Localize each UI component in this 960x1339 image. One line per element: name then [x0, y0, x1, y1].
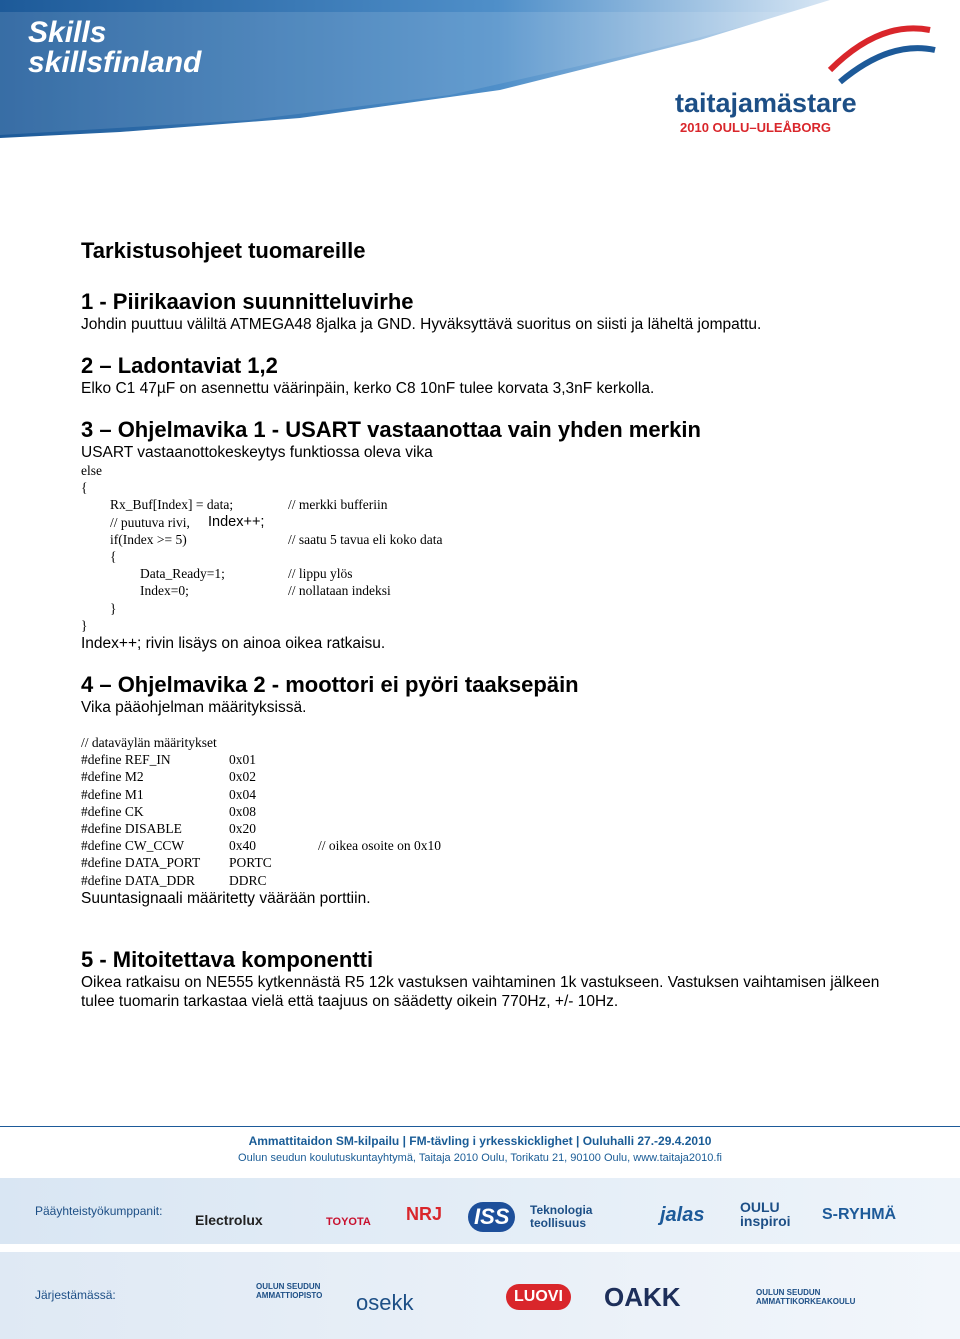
- define-name: #define M1: [81, 786, 144, 802]
- code-line: [81, 582, 901, 599]
- nrj-logo: NRJ: [406, 1204, 443, 1224]
- define-name: #define DATA_PORT: [81, 855, 201, 871]
- electrolux-logo: Electrolux: [195, 1212, 263, 1228]
- define-row: [81, 751, 901, 768]
- section-2-text: Elko C1 47µF on asennettu väärinpäin, kerko C8 10nF tulee korvata 3,3nF kerkolla.: [81, 380, 655, 397]
- code-comment: // lippu ylös: [288, 566, 353, 582]
- define-name: #define M2: [81, 769, 144, 785]
- code-comment: // dataväylän määritykset: [81, 735, 217, 751]
- define-value: 0x04: [229, 786, 256, 802]
- section-3-heading: 3 – Ohjelmavika 1 - USART vastaanottaa vain yhden merkin: [81, 417, 701, 442]
- define-name: #define REF_IN: [81, 752, 171, 768]
- define-row: [81, 803, 901, 820]
- code-line: }: [110, 600, 117, 616]
- skills-logo: Skills skillsfinland: [28, 16, 202, 79]
- define-value: 0x20: [229, 821, 256, 837]
- define-row: [81, 854, 901, 871]
- section-4-outro: Suuntasignaali määritetty väärään porttiin.: [81, 889, 371, 907]
- code-stmt: Data_Ready=1;: [140, 566, 225, 582]
- define-value: 0x02: [229, 769, 256, 785]
- define-row: [81, 768, 901, 785]
- code-comment: // saatu 5 tavua eli koko data: [288, 531, 443, 547]
- code-comment: // nollataan indeksi: [288, 583, 391, 599]
- organizers-label: Järjestämässä:: [35, 1288, 116, 1302]
- s-ryhma-logo: S-RYHMÄ: [822, 1206, 897, 1223]
- partners-label: Pääyhteistyökumppanit:: [35, 1204, 163, 1218]
- section-1-text: Johdin puuttuu väliltä ATMEGA48 8jalka ja GND. Hyväksyttävä suoritus on siisti ja läheltä jompattu.: [81, 316, 762, 333]
- osekk-logo: osekk: [356, 1290, 414, 1315]
- define-value: 0x08: [229, 803, 256, 819]
- iss-logo: ISS: [468, 1202, 515, 1232]
- section-5-heading: 5 - Mitoitettava komponentti: [81, 946, 374, 972]
- footer-event-line: Ammattitaidon SM-kilpailu | FM-tävling i yrkesskicklighet | Ouluhalli 27.-29.4.2010: [248, 1134, 712, 1148]
- code-stmt: if(Index >= 5): [110, 531, 187, 547]
- taitaja-swoosh-icon: [820, 20, 940, 90]
- code-line: {: [81, 480, 88, 496]
- page-title: Tarkistusohjeet tuomareille: [81, 238, 366, 263]
- define-row: [81, 837, 901, 854]
- footer-address-line: Oulun seudun koulutuskuntayhtymä, Taitaja 2010 Oulu, Torikatu 21, 90100 Oulu, www.taitaja2010.fi: [238, 1152, 722, 1164]
- code-line: {: [110, 549, 117, 565]
- taitajamastare-logo-sub: 2010 OULU–ULEÅBORG: [680, 120, 831, 135]
- code-comment: // merkki bufferiin: [288, 497, 388, 513]
- section-3-intro: USART vastaanottokeskeytys funktiossa oleva vika: [81, 444, 433, 461]
- define-name: #define CW_CCW: [81, 838, 185, 854]
- code-stmt: Rx_Buf[Index] = data;: [110, 497, 234, 513]
- code-stmt-missing: Index++;: [208, 513, 265, 530]
- code-line: [81, 514, 901, 531]
- jalas-logo: jalas: [660, 1204, 705, 1226]
- code-line: [81, 565, 901, 582]
- osao-logo: OULUN SEUDUN AMMATTIOPISTO: [256, 1282, 323, 1300]
- code-block-usart: [81, 462, 901, 634]
- oulu-inspiroi-logo: OULU inspiroi: [740, 1199, 791, 1229]
- section-4-heading: 4 – Ohjelmavika 2 - moottori ei pyöri taaksepäin: [81, 672, 579, 698]
- page-footer: [0, 1122, 960, 1339]
- define-row: [81, 786, 901, 803]
- section-1-heading: 1 - Piirikaavion suunnitteluvirhe: [81, 289, 414, 314]
- oamk-logo: OULUN SEUDUN AMMATTIKORKEAKOULU: [756, 1288, 856, 1306]
- teknologiateollisuus-logo: Teknologia teollisuus: [530, 1203, 593, 1230]
- define-row: [81, 872, 901, 889]
- code-line: else: [81, 463, 102, 478]
- section-3-outro: Index++; rivin lisäys on ainoa oikea ratkaisu.: [81, 635, 386, 653]
- footer-divider: [0, 1126, 960, 1127]
- oakk-logo: OAKK: [604, 1282, 681, 1312]
- document-body: [81, 238, 901, 1011]
- define-name: #define CK: [81, 803, 144, 819]
- code-stmt: Index=0;: [140, 583, 189, 599]
- section-2-heading: 2 – Ladontaviat 1,2: [81, 353, 278, 378]
- define-value: 0x40: [229, 838, 256, 854]
- code-line: [81, 496, 901, 513]
- luovi-logo: LUOVI: [506, 1284, 571, 1310]
- define-value: DDRC: [229, 872, 267, 888]
- define-name: #define DATA_DDR: [81, 872, 196, 888]
- section-4-intro: Vika pääohjelman määrityksissä.: [81, 699, 307, 717]
- define-row: [81, 820, 901, 837]
- define-note: // oikea osoite on 0x10: [318, 838, 441, 854]
- taitajamastare-logo: taitajamästare: [675, 88, 857, 118]
- define-name: #define DISABLE: [81, 821, 182, 837]
- code-line: [81, 531, 901, 548]
- code-line: }: [81, 617, 88, 633]
- code-comment: // puutuva rivi,: [110, 514, 190, 530]
- code-block-defines: [81, 734, 901, 889]
- define-value: PORTC: [229, 855, 272, 871]
- define-value: 0x01: [229, 752, 256, 768]
- toyota-logo: TOYOTA: [326, 1216, 371, 1228]
- page-header: [0, 0, 960, 140]
- section-5-text: Oikea ratkaisu on NE555 kytkennästä R5 12k vastuksen vaihtaminen 1k vastukseen. Vastuksen vaihtamisen jälkeen tulee tuomarin tarkastaa vielä että taajuus on säädetty oikein 770Hz, +/- 10Hz.: [81, 973, 880, 1010]
